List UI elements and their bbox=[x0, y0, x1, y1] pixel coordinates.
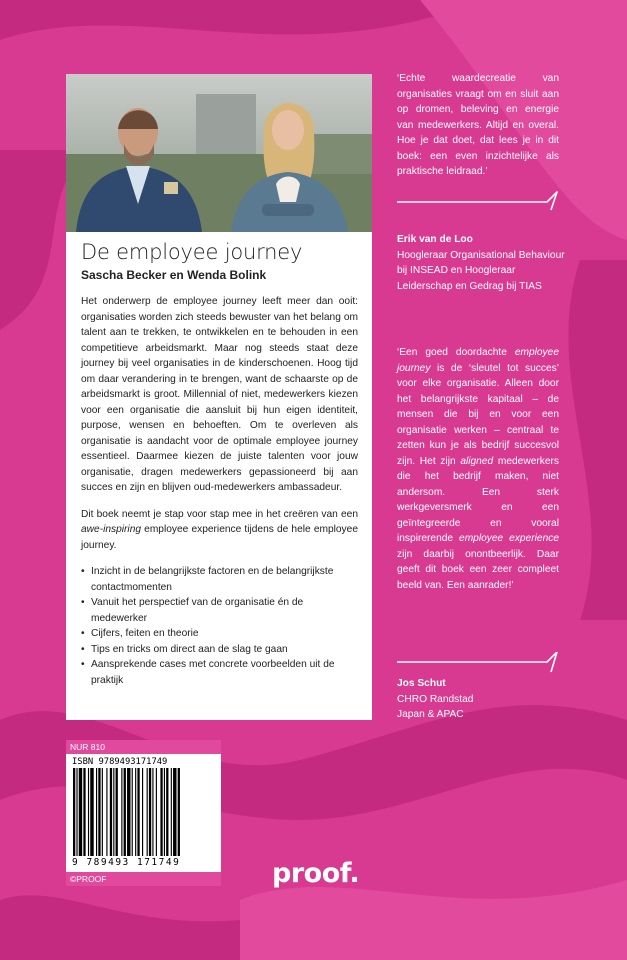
barcode-bar bbox=[152, 768, 153, 856]
barcode-bar bbox=[90, 768, 93, 856]
quote-jos: ‘Een goed doordachte employee journey is de ‘sleutel tot succes’ voor elke organisatie. Alleen door het belangrijkste kapitaal – de mensen die bij en voor een organisatie werken – centraal te zetten kun je als bedrijf succesvol zijn. Het zijn aligned medewerkers die het bedrijf maken, niet andersom. Een sterk werkgeversmerk en een geïntegreerde en vooral inspirerende employee experience zijn daarbij onontbeerlijk. Daar geeft dit boek een zeer compleet beeld van. Een aanrader!’ bbox=[397, 347, 559, 591]
publisher-logo: proof. bbox=[272, 858, 360, 889]
barcode bbox=[66, 754, 221, 872]
quote-jos-role-2: Japan & APAC bbox=[397, 709, 464, 720]
quote-erik-name: Erik van de Loo bbox=[397, 234, 473, 245]
isbn-label: ISBN 9789493171749 bbox=[72, 757, 168, 767]
quote-erik-attribution bbox=[397, 232, 567, 294]
book-title: De employee journey bbox=[81, 240, 303, 264]
barcode-bar bbox=[116, 768, 118, 856]
quote-erik-role: Hoogleraar Organisational Behaviour bij INSEAD en Hoogleraar Leiderschap en Gedrag bij TIAS bbox=[397, 249, 565, 292]
speech-bubble-tail-icon bbox=[397, 190, 559, 212]
barcode-bar bbox=[106, 768, 107, 856]
barcode-bar bbox=[83, 768, 85, 856]
list-item: • Cijfers, feiten en theorie bbox=[81, 626, 358, 642]
quote-jos-name: Jos Schut bbox=[397, 678, 446, 689]
list-item: • Aansprekende cases met concrete voorbeelden uit de praktijk bbox=[81, 657, 358, 688]
barcode-bar bbox=[164, 768, 165, 856]
authors-photo bbox=[66, 74, 372, 232]
list-item: • Vanuit het perspectief van de organisatie én de medewerker bbox=[81, 595, 358, 626]
feature-list bbox=[81, 564, 358, 688]
barcode-bars bbox=[72, 768, 215, 856]
quote-erik: ‘Echte waardecreatie van organisaties vraagt om en sluit aan op dromen, beleving en energie van medewerkers. Altijd en overal. Hoe je dat doet, dat lees je in dit boek: een even inzichtelijke als praktische leidraad.’ bbox=[397, 73, 559, 177]
barcode-bar bbox=[124, 768, 126, 856]
barcode-bar bbox=[121, 768, 122, 856]
barcode-bar bbox=[149, 768, 151, 856]
barcode-bar bbox=[132, 768, 133, 856]
list-item: • Inzicht in de belangrijkste factoren en de belangrijkste contactmomenten bbox=[81, 564, 358, 595]
barcode-bar bbox=[160, 768, 162, 856]
barcode-bar bbox=[142, 768, 143, 856]
nur-code: NUR 810 bbox=[66, 740, 221, 754]
barcode-bar bbox=[98, 768, 100, 856]
barcode-bar bbox=[156, 768, 157, 856]
speech-bubble-tail-icon bbox=[397, 652, 559, 676]
list-item: • Tips en tricks om direct aan de slag te gaan bbox=[81, 642, 358, 658]
barcode-bar bbox=[79, 768, 82, 856]
barcode-bar bbox=[113, 768, 114, 856]
quote-jos-role-1: CHRO Randstad bbox=[397, 693, 474, 705]
quote-jos-attribution bbox=[397, 676, 567, 723]
barcode-bar bbox=[173, 768, 176, 856]
barcode-bar bbox=[178, 768, 180, 856]
barcode-bar bbox=[73, 768, 75, 856]
isbn-digits: 9 789493 171749 bbox=[72, 857, 181, 868]
barcode-bar bbox=[96, 768, 97, 856]
barcode-bar bbox=[147, 768, 148, 856]
barcode-bar bbox=[127, 768, 130, 856]
barcode-bar bbox=[166, 768, 168, 856]
barcode-bar bbox=[76, 768, 77, 856]
barcode-bar bbox=[137, 768, 139, 856]
description-paragraph-2: Dit boek neemt je stap voor stap mee in het creëren van een awe-inspiring employee experience tijdens de hele employee journey. bbox=[81, 508, 358, 551]
description-paragraph-1: Het onderwerp de employee journey leeft meer dan ooit: organisaties worden zich steeds bewuster van het belang om talent aan te trekken, te ontwikkelen en te behouden in een competitieve arbeidsmarkt. Maar nog steeds staat deze journey bij veel organisaties in de kinderschoenen. Hoog tijd om daar verandering in te brengen, want de schaarste op de arbeidsmarkt is groot. Millennial of niet, medewerkers kiezen voor een organisatie die aansluit bij hun eigen identiteit, purpose, wensen en behoeften. Om te overleven als organisatie is aandacht voor de optimale employee journey essentieel. Daarmee kiezen de juiste talenten voor jouw organisatie, dragen medewerkers gepassioneerd bij aan succes en zijn en blijven oud-medewerkers ambassadeur. bbox=[81, 296, 358, 493]
barcode-bar bbox=[102, 768, 103, 856]
barcode-bar bbox=[88, 768, 89, 856]
book-info-panel bbox=[66, 74, 372, 720]
barcode-bar bbox=[110, 768, 112, 856]
barcode-bar bbox=[171, 768, 172, 856]
barcode-bar bbox=[135, 768, 136, 856]
book-authors: Sascha Becker en Wenda Bolink bbox=[81, 268, 267, 282]
book-description bbox=[81, 240, 358, 688]
copyright: ©PROOF bbox=[66, 872, 221, 886]
